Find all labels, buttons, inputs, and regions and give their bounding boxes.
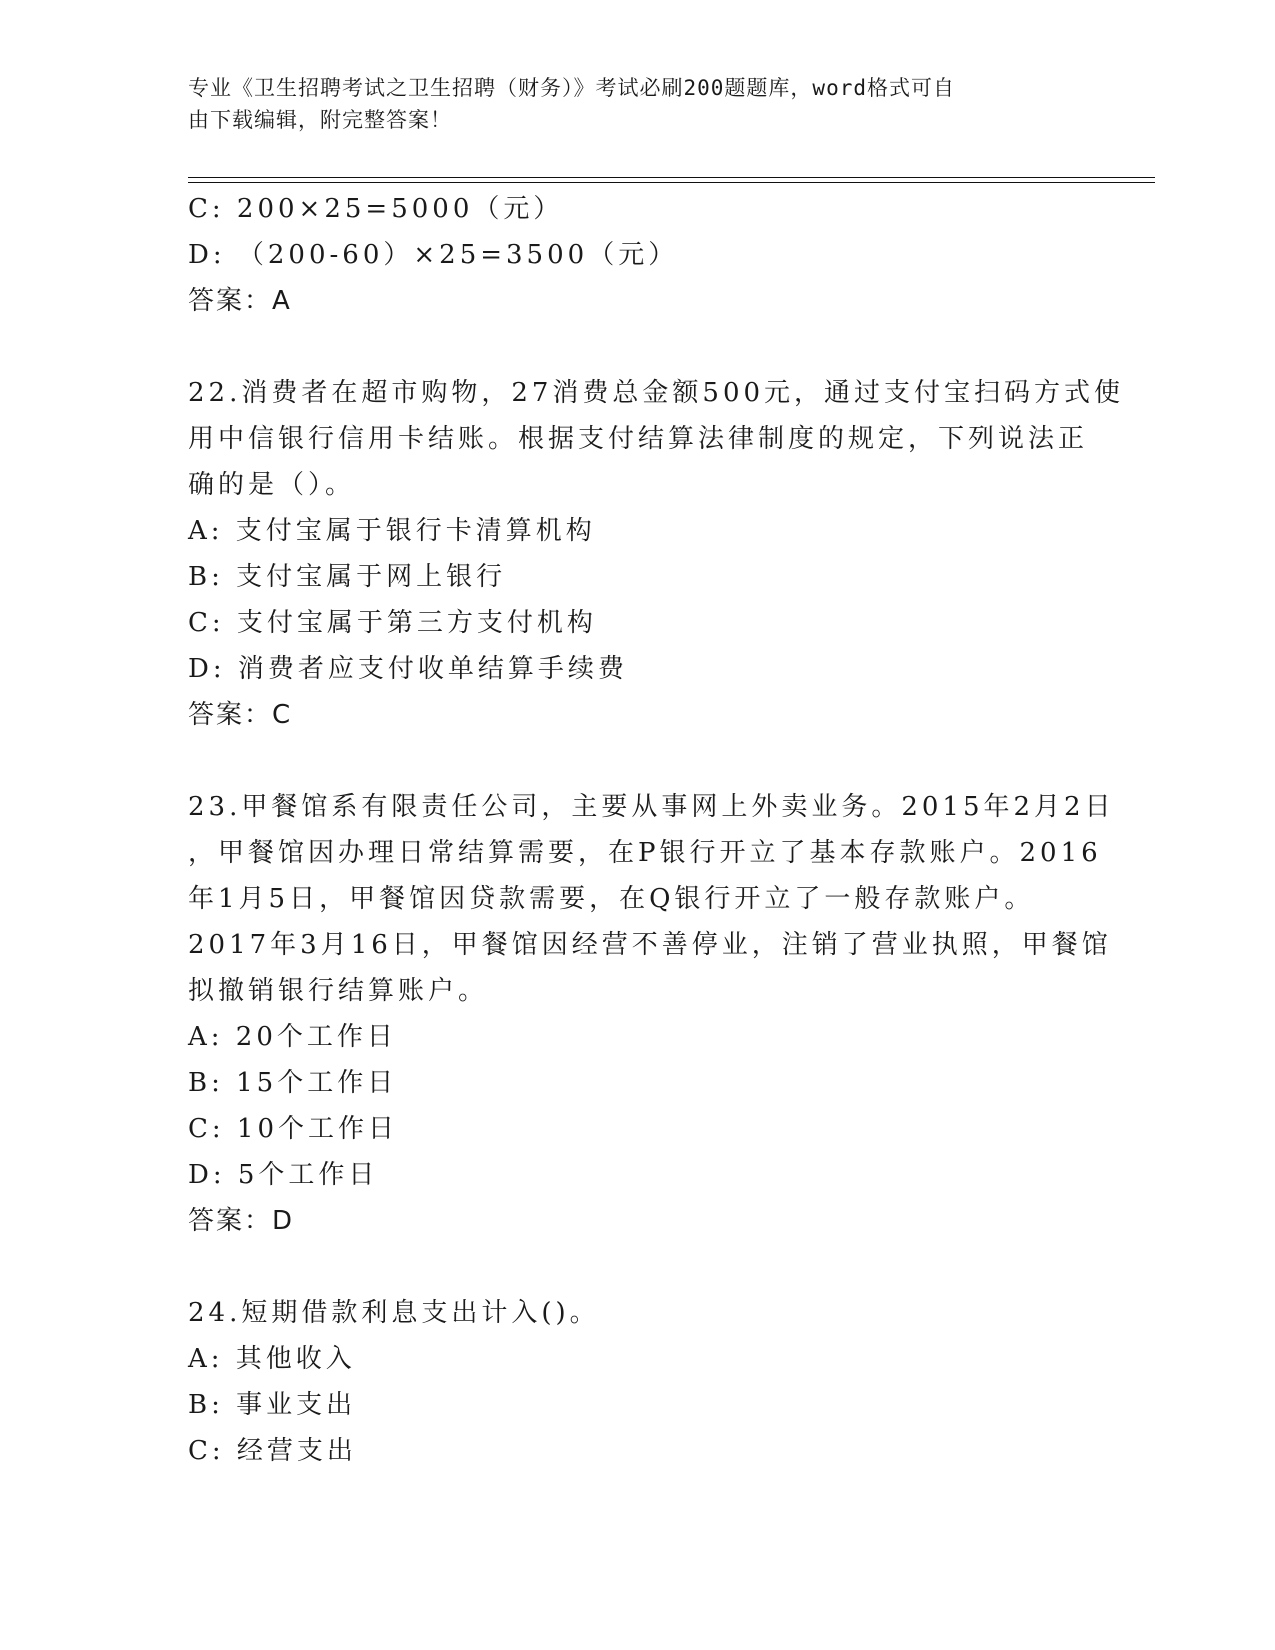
option-c: C: 10个工作日 [188, 1114, 399, 1144]
option-c: C: 经营支出 [188, 1436, 357, 1466]
option-d: D: （200-60）×25=3500（元） [188, 240, 679, 270]
header-line-2: 由下载编辑，附完整答案！ [188, 108, 452, 132]
header-divider-top [188, 177, 1155, 178]
answer-line: 答案：C [188, 700, 293, 730]
answer-line: 答案：D [188, 1206, 295, 1236]
header-divider-bottom [188, 182, 1155, 183]
question-stem-line: 24.短期借款利息支出计入()。 [188, 1298, 600, 1328]
option-a: A: 其他收入 [188, 1344, 356, 1374]
question-24 [188, 1290, 1088, 1474]
question-stem-line: 年1月5日，甲餐馆因贷款需要，在Q银行开立了一般存款账户。 [188, 884, 1035, 914]
option-d: D: 消费者应支付收单结算手续费 [188, 654, 628, 684]
header-line-1: 专业《卫生招聘考试之卫生招聘（财务）》考试必刷200题题库，word格式可自 [188, 76, 955, 100]
option-b: B: 事业支出 [188, 1390, 357, 1420]
question-stem-line: 拟撤销银行结算账户。 [188, 976, 489, 1006]
option-d: D: 5个工作日 [188, 1160, 379, 1190]
question-stem-line: 用中信银行信用卡结账。根据支付结算法律制度的规定，下列说法正 [188, 424, 1089, 454]
question-stem-line: ，甲餐馆因办理日常结算需要，在P银行开立了基本存款账户。2016 [188, 838, 1102, 868]
question-22 [188, 370, 1125, 738]
question-stem-line: 22.消费者在超市购物，27消费总金额500元，通过支付宝扫码方式使 [188, 378, 1125, 408]
option-a: A: 20个工作日 [188, 1022, 397, 1052]
spacer [188, 1244, 1088, 1290]
option-c: C: 200×25=5000（元） [188, 194, 564, 224]
answer-line: 答案：A [188, 286, 292, 316]
option-b: B: 15个工作日 [188, 1068, 398, 1098]
question-stem-line: 23.甲餐馆系有限责任公司，主要从事网上外卖业务。2015年2月2日 [188, 792, 1115, 822]
option-c: C: 支付宝属于第三方支付机构 [188, 608, 597, 638]
question-stem-line: 确的是（）。 [188, 470, 356, 500]
option-a: A: 支付宝属于银行卡清算机构 [188, 516, 596, 546]
option-b: B: 支付宝属于网上银行 [188, 562, 507, 592]
question-content [188, 186, 1125, 1474]
spacer [188, 324, 1088, 370]
question-21-tail [188, 186, 1088, 324]
question-23 [188, 784, 1115, 1244]
document-header [188, 72, 1068, 136]
question-stem-line: 2017年3月16日，甲餐馆因经营不善停业，注销了营业执照，甲餐馆 [188, 930, 1112, 960]
spacer [188, 738, 1088, 784]
